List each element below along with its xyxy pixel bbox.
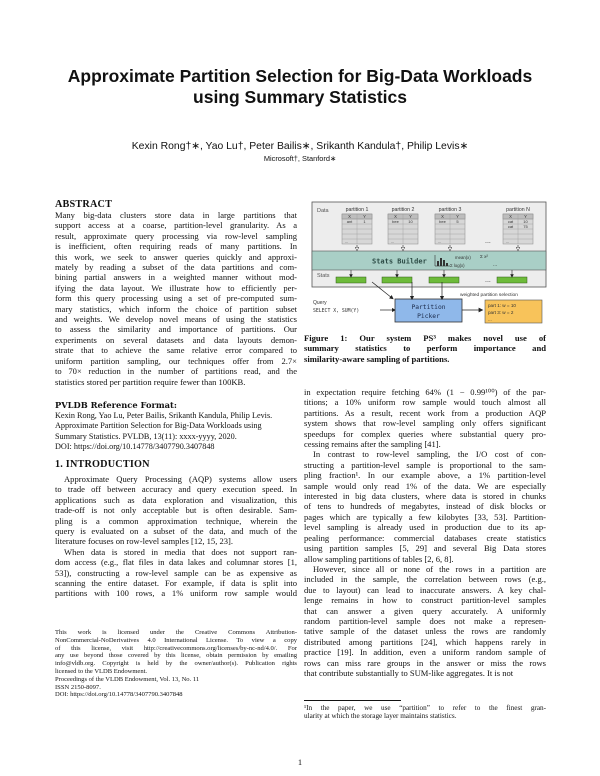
text-line: partitions with 100 rows, a 1% uniform row sample would [55, 588, 297, 599]
text-line: Proceedings of the VLDB Endowment, Vol. 13, No. 11 [55, 675, 200, 683]
text-line: speedups for complex queries where substantial query pro- [304, 428, 546, 439]
stats-builder-label: Stats Builder [372, 257, 427, 266]
text-line: mary statistics, which inform the choice of partition subset [55, 303, 297, 314]
text-line: applications such as data exploration and visualization, this [55, 494, 297, 505]
text-line: random partition-level sample does not make a represen- [304, 615, 546, 626]
text-line: In contrast to row-level sampling, the I/O cost of con- [313, 449, 546, 460]
cell-value: ant [346, 219, 353, 224]
text-line: When data is stored in media that does not support ran- [64, 546, 297, 557]
stats-bar [382, 277, 412, 283]
text-line: Approximate Query Processing (AQP) systems allow users [64, 474, 297, 484]
abstract-body [55, 210, 297, 387]
stats-builder-band [312, 251, 546, 270]
cell-value: 5 [456, 219, 459, 224]
cell-value: 10 [523, 219, 528, 224]
abstract-heading: ABSTRACT [55, 199, 113, 210]
text-line: to trade off between accuracy and query execution speed. In [55, 484, 297, 495]
partition-picker-label: Partition [411, 304, 446, 311]
footnote-rule [304, 700, 401, 701]
title-line: using Summary Statistics [193, 87, 407, 107]
text-line: literature focuses on row-level samples [12, 15, 23]. [55, 536, 234, 547]
column-header: X [509, 214, 512, 219]
title-line: Approximate Partition Selection for Big-Data Workloads [67, 66, 533, 86]
stats-bar [497, 277, 527, 283]
column-header: X [441, 214, 444, 219]
text-line: experiments on several datasets and data layouts demon- [55, 334, 297, 345]
text-line: and weights. We develop novel means of using the statistics [55, 314, 297, 325]
partition-name: partition N [506, 207, 530, 213]
cell-ellipsis: ... [391, 239, 395, 244]
text-line: due to layout) can lead to inaccurate answers. A key chal- [304, 584, 546, 595]
stats-label: Stats [317, 273, 330, 279]
text-line: partitions. As a result, recent work from a production AQP [304, 407, 546, 418]
selection-label: weighted partition selection [460, 293, 518, 298]
text-line: licensed to the VLDB Endowment. [55, 667, 148, 675]
affiliations: Microsoft†, Stanford∗ [263, 154, 337, 163]
text-line: summary statistics to perform importance and [304, 343, 546, 354]
text-line: bining partial answers in a weighted manner without mod- [55, 272, 297, 283]
partition-name: partition 2 [391, 207, 415, 213]
text-line: uniform partition sampling, our techniques offer from 2.7× [55, 355, 297, 366]
selection-item: part 1: w = 10 [488, 303, 516, 308]
introduction-heading: 1. INTRODUCTION [55, 459, 150, 470]
text-line: lenge remains in how to construct partition-level samples [304, 595, 546, 606]
text-line: This work is licensed under the Creative Commons Attribution- [55, 629, 297, 636]
cell-value: cat [507, 224, 514, 229]
cell-value: cat [507, 219, 514, 224]
text-line: However, since all or none of the rows in a partition are [313, 563, 546, 574]
text-line: this work, we seek to answer queries quickly and approxi- [55, 251, 297, 262]
license-notice [55, 629, 297, 699]
text-line: statistics stored per partition require fewer than 100KB. [55, 376, 246, 387]
formula-sum-log: Σ log(x) [450, 263, 465, 268]
column-header: Y [456, 214, 459, 219]
figure-1-caption [304, 333, 546, 364]
text-line: support access at a coarse, partition-level granularity. As a [55, 220, 297, 231]
text-line: cessing remains after the sampling [41]. [304, 439, 441, 450]
text-line: system shows that row-level sampling only offers significant [304, 418, 546, 429]
query-text: SELECT X, SUM(Y) [313, 309, 360, 314]
stats-ellipsis: ... [485, 277, 491, 284]
text-line: practice [19]. In addition, even a uniform random sample of [304, 647, 546, 658]
text-line: Many big-data clusters store data in large partitions that [55, 210, 297, 220]
column-header: Y [409, 214, 412, 219]
cell-value: 1 [363, 219, 366, 224]
cell-ellipsis: ... [345, 239, 349, 244]
stats-bar [429, 277, 459, 283]
text-line: that contribute substantially to SUM-like aggregates. It is not [304, 667, 514, 678]
column-header: X [394, 214, 397, 219]
text-line: any use beyond those covered by this license, obtain permission by emailing [55, 652, 297, 660]
text-line: using partition samples [5, 29] and several Big Data stores [304, 543, 546, 554]
partition-name: partition 3 [438, 207, 462, 213]
formula-sum-square: Σ x² [480, 254, 488, 259]
reference-format-body [55, 411, 297, 453]
text-line: structing a partition-level sample is proportional to the sam- [304, 459, 546, 470]
text-line: similarity-aware sampling of partitions. [304, 353, 450, 364]
text-line: Kexin Rong, Yao Lu, Peter Bailis, Srikanth Kandula, Philip Levis. [55, 411, 273, 420]
text-line: ¹In the paper, we use “partition” to refer to the finest gran- [304, 704, 546, 712]
author-list: Kexin Rong†∗, Yao Lu†, Peter Bailis∗, Srikanth Kandula†, Philip Levis∗ [131, 141, 469, 152]
text-line: distributed among partitions [24], which happens rarely in [304, 636, 546, 647]
text-line: ISSN 2150-8097. [55, 683, 101, 691]
text-line: to 70× reduction in the number of partitions read, and the [55, 366, 297, 377]
text-line: pealing performance: commercial databases create statistics [304, 532, 546, 543]
text-line: info@vldb.org. Copyright is held by the owner/author(s). Publication rights [55, 660, 297, 668]
text-line: mately by reading a subset of the data partitions and com- [55, 262, 297, 273]
text-line: Approximate Partition Selection for Big-Data Workloads using [55, 421, 262, 431]
text-line: titions; a 10% uniform row sample would touch almost all [304, 397, 546, 408]
text-line: dom access (e.g., flat files in data lakes and columnar stores [1, [55, 557, 297, 568]
cell-value: bee [439, 219, 446, 224]
text-line: level sampling is already used in production due to its ap- [304, 522, 546, 533]
text-line: query is evaluated on a subset of the data, and much of the [55, 526, 297, 537]
reference-format-heading: PVLDB Reference Format: [55, 400, 177, 410]
figure-1-diagram [300, 195, 560, 330]
selection-item: ... [488, 317, 492, 322]
page-number: 1 [297, 757, 303, 767]
cell-value: bee [392, 219, 399, 224]
column-header: Y [363, 214, 366, 219]
text-line: scanning the entire dataset. For example, if data is split into [55, 578, 297, 589]
cell-ellipsis: ... [438, 239, 442, 244]
text-line: in expectation require fetching 64% (1 − 0.99¹⁰⁰) of the par- [304, 387, 546, 397]
text-line: NonCommercial-NoDerivatives 4.0 International License. To view a copy [55, 636, 297, 644]
data-label: Data [317, 208, 329, 214]
text-line: pages which are typically a few kilobytes [33, 53]. Partition- [304, 511, 546, 522]
column-header: Y [524, 214, 527, 219]
text-line: rows can miss rare groups in the answer or miss the rows [304, 657, 546, 668]
text-line: form this query processing using a set of pre-computed sum- [55, 293, 297, 304]
partition-picker-label: Picker [417, 313, 440, 320]
text-line: result, approximate query processing via row-level sampling [55, 230, 297, 241]
cell-value: 75 [523, 224, 528, 229]
text-line: tative sample of the dataset unless the rows are randomly [304, 626, 546, 637]
text-line: 53]), constructing a row-level sample can be as expensive as [55, 567, 297, 578]
text-line: of this license, visit http://creativecommons.org/licenses/by-nc-nd/4.0/. For [55, 644, 297, 652]
text-line: allow sampling partitions of tables [2, 6, 8]. [304, 553, 454, 564]
text-line: pling fraction¹. In our example above, a 1% partition-level [304, 470, 546, 481]
formula-mean: mean(x) [455, 255, 471, 260]
text-line: that can answer a given query accurately. A uniformly [304, 605, 546, 616]
query-label: Query [313, 300, 327, 306]
formula-ellipsis: ... [493, 262, 498, 268]
cell-value: 10 [408, 219, 413, 224]
text-line: Figure 1: Our system PS³ makes novel use of [304, 333, 546, 343]
text-line: included in the sample, the correlation between rows (e.g., [304, 574, 546, 585]
partitions-ellipsis: ... [485, 238, 491, 245]
text-line: Summary Statistics. PVLDB, 13(11): xxxx-yyyy, 2020. [55, 431, 237, 441]
stats-bar [336, 277, 366, 283]
text-line: sample would only read 1% of the data. We are especially [304, 480, 546, 491]
cell-ellipsis: ... [506, 239, 510, 244]
selection-item: part 3: w = 2 [488, 310, 514, 315]
text-line: is inefficient, often requiring reads of many partitions. In [55, 241, 297, 252]
footnote [304, 704, 546, 720]
text-line: interested in big data clusters, where data is stored in chunks [304, 491, 546, 502]
text-line: ifying the data layout. We illustrate how to efficiently per- [55, 282, 297, 293]
text-line: trade-off is not only acceptable but is often desirable. Sam- [55, 505, 297, 516]
text-line: DOI: https://doi.org/10.14778/3407790.3407848 [55, 691, 183, 699]
introduction-left-body [55, 474, 297, 599]
text-line: ularity at which the storage layer maintains statistics. [304, 711, 457, 720]
text-line: of tens to hundreds of megabytes, instead of disk blocks or [304, 501, 546, 512]
column-header: X [348, 214, 351, 219]
partition-name: partition 1 [345, 207, 369, 213]
text-line: strate that to achieve the same relative error compared to [55, 345, 297, 356]
text-line: to assess the similarity and importance of partitions. Our [55, 324, 297, 335]
text-line: pling is a common approximation technique, wherein the [55, 515, 297, 526]
introduction-right-body [304, 387, 546, 678]
paper-title [0, 66, 600, 108]
text-line: DOI: https://doi.org/10.14778/3407790.3407848 [55, 442, 215, 452]
